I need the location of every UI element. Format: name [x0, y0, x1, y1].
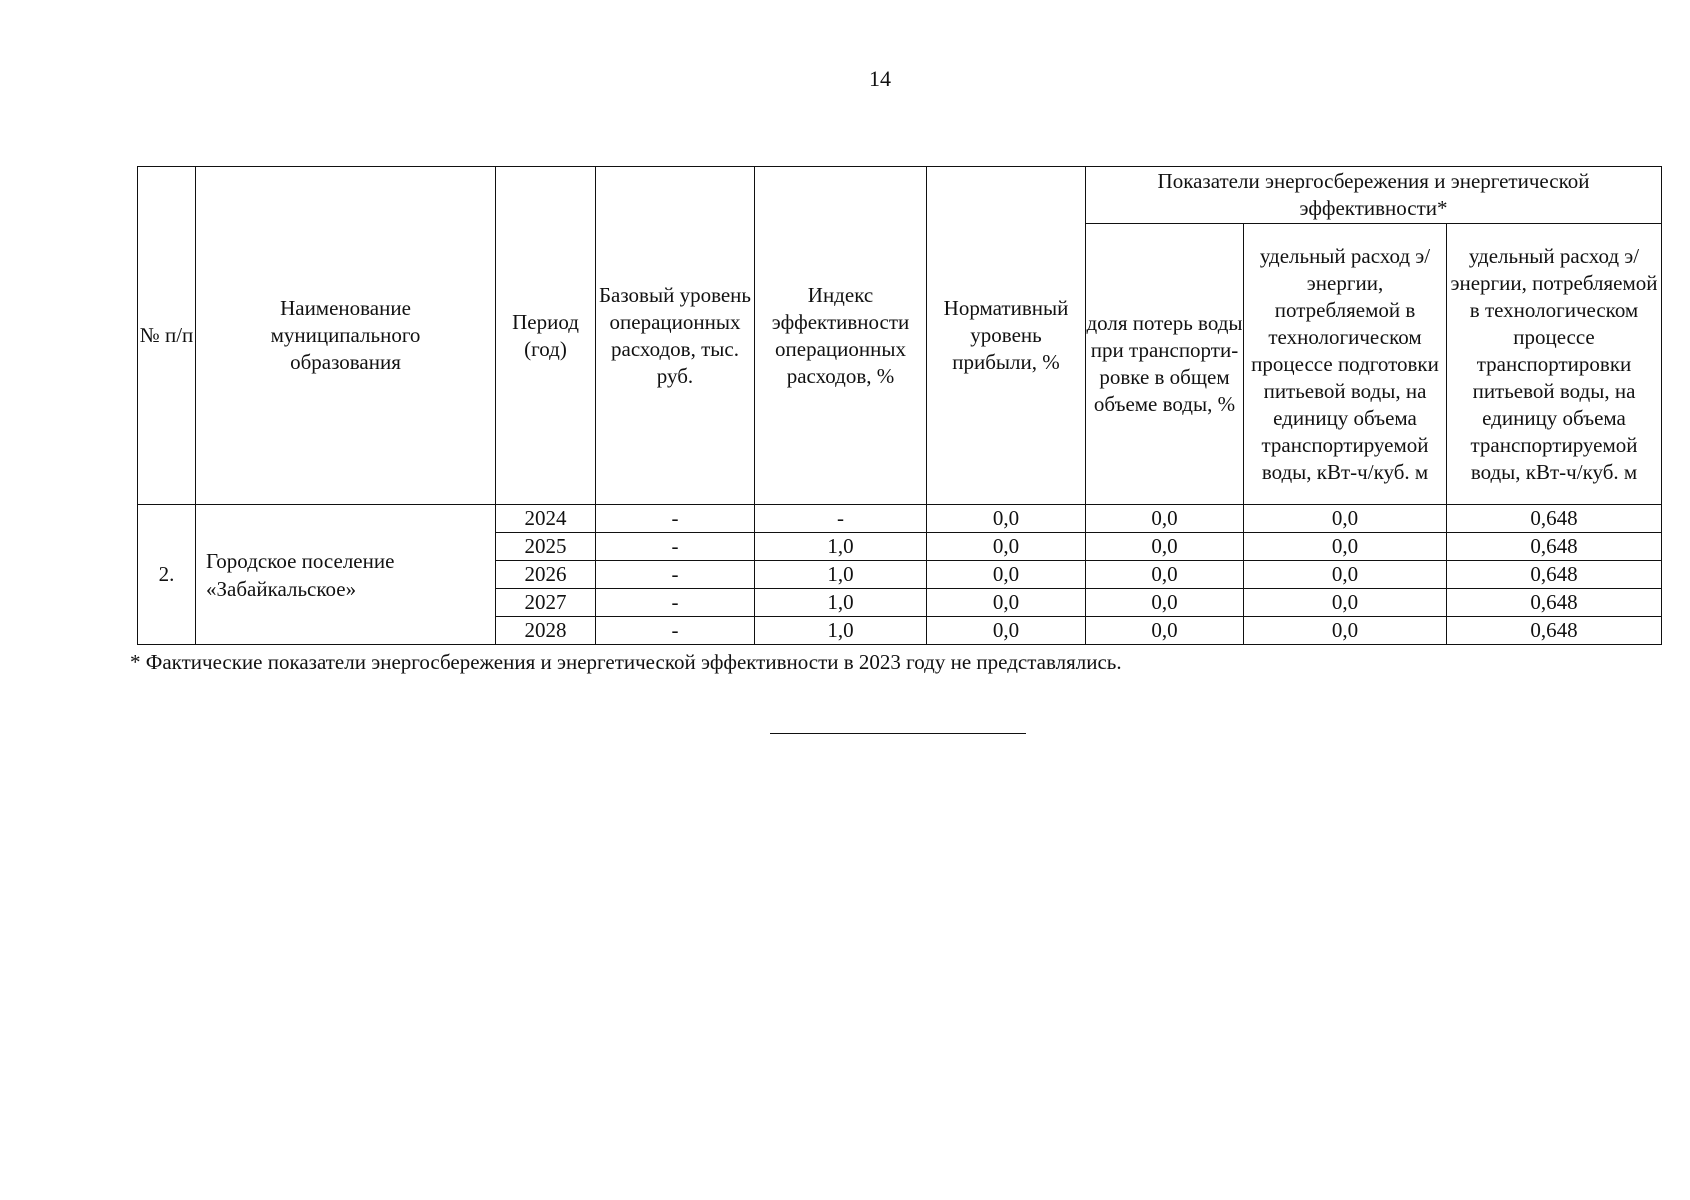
cell-water-loss: 0,0: [1086, 533, 1244, 561]
cell-efficiency-index: 1,0: [755, 617, 927, 645]
header-profit-level-label: Нормативный уровень прибыли, %: [943, 296, 1069, 374]
header-profit-level: [927, 167, 1086, 505]
cell-efficiency-index: 1,0: [755, 589, 927, 617]
footnote: * Фактические показатели энергосбережения и энергетической эффективности в 2023 году не представлялись.: [130, 650, 1122, 674]
cell-energy-transport: 0,648: [1447, 561, 1662, 589]
table-row: [138, 505, 1662, 533]
cell-water-loss: 0,0: [1086, 561, 1244, 589]
cell-energy-transport: 0,648: [1447, 533, 1662, 561]
cell-energy-transport: 0,648: [1447, 589, 1662, 617]
header-efficiency-index: [755, 167, 927, 505]
tariff-indicators-table: [137, 166, 1662, 645]
cell-efficiency-index: 1,0: [755, 533, 927, 561]
header-energy-transport-label: удельный расход э/энергии, потребляемой в технологическом процессе транспортировки питьевой воды, на единицу объема транспортируемой воды, кВт-ч/куб. м: [1450, 243, 1658, 484]
entity-name-label: Городское поселение «Забайкальское»: [206, 548, 395, 601]
header-water-loss: [1086, 224, 1244, 505]
end-divider: [770, 733, 1026, 734]
cell-water-loss: 0,0: [1086, 589, 1244, 617]
cell-profit-level: 0,0: [927, 533, 1086, 561]
cell-profit-level: 0,0: [927, 561, 1086, 589]
cell-energy-transport: 0,648: [1447, 617, 1662, 645]
header-period-label: Период (год): [512, 309, 579, 361]
header-name: [196, 167, 496, 505]
cell-energy-preparation: 0,0: [1244, 561, 1447, 589]
header-num-label: № п/п: [139, 323, 194, 347]
header-num: [138, 167, 196, 505]
header-period: [496, 167, 596, 505]
cell-year: 2026: [496, 561, 596, 589]
cell-year: 2028: [496, 617, 596, 645]
cell-efficiency-index: -: [755, 505, 927, 533]
cell-profit-level: 0,0: [927, 617, 1086, 645]
header-water-loss-label: доля потерь воды при транспорти-ровке в общем объеме воды, %: [1086, 311, 1243, 416]
cell-energy-preparation: 0,0: [1244, 505, 1447, 533]
header-base-level-label: Базовый уровень операционных расходов, тыс. руб.: [599, 282, 751, 388]
cell-efficiency-index: 1,0: [755, 561, 927, 589]
cell-base-level: -: [596, 505, 755, 533]
header-energy-preparation: [1244, 224, 1447, 505]
entity-name: [196, 505, 496, 645]
header-name-label: Наименование муниципального образования: [270, 296, 421, 374]
cell-energy-preparation: 0,0: [1244, 589, 1447, 617]
header-energy-preparation-label: удельный расход э/энергии, потребляемой в технологическом процессе подготовки питьевой воды, на единицу объема транспортируемой воды, кВт-ч/куб. м: [1251, 243, 1439, 484]
header-energy-group-label: Показатели энергосбережения и энергетической эффективности*: [1157, 169, 1590, 220]
cell-profit-level: 0,0: [927, 589, 1086, 617]
cell-water-loss: 0,0: [1086, 505, 1244, 533]
cell-year: 2027: [496, 589, 596, 617]
cell-energy-preparation: 0,0: [1244, 533, 1447, 561]
entity-num: 2.: [138, 505, 196, 645]
header-efficiency-index-label: Индекс эффективности операционных расходов, %: [771, 282, 910, 388]
cell-energy-preparation: 0,0: [1244, 617, 1447, 645]
header-energy-transport: [1447, 224, 1662, 505]
header-base-level: [596, 167, 755, 505]
cell-base-level: -: [596, 533, 755, 561]
cell-base-level: -: [596, 589, 755, 617]
cell-base-level: -: [596, 617, 755, 645]
page-number: 14: [869, 66, 891, 91]
cell-year: 2025: [496, 533, 596, 561]
header-energy-group: [1086, 167, 1662, 224]
cell-base-level: -: [596, 561, 755, 589]
cell-profit-level: 0,0: [927, 505, 1086, 533]
cell-year: 2024: [496, 505, 596, 533]
cell-energy-transport: 0,648: [1447, 505, 1662, 533]
cell-water-loss: 0,0: [1086, 617, 1244, 645]
